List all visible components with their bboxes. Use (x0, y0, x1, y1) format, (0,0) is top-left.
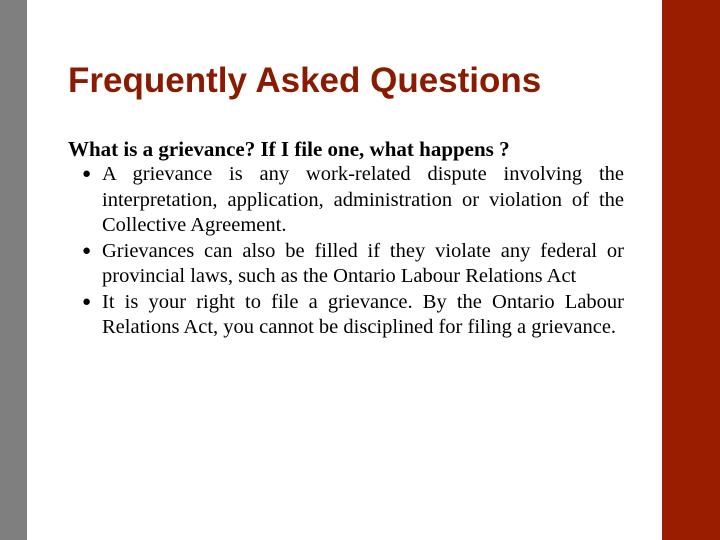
bullet-item (68, 239, 624, 290)
bullet-text: It is your right to file a grievance. By the Ontario Labour Relations Act, you cannot be disciplined for filing a grievance. (102, 290, 624, 338)
answer-bullet-list (68, 162, 624, 341)
slide-content (68, 136, 624, 341)
bullet-text: A grievance is any work-related dispute involving the interpretation, application, administration or violation of the Collective Agreement. (102, 163, 624, 236)
bullet-icon: ● (82, 242, 92, 259)
left-gray-bar (0, 0, 27, 540)
bullet-icon: ● (82, 166, 92, 182)
bullet-item (68, 162, 624, 239)
bullet-icon: ● (82, 293, 92, 310)
bullet-item (68, 290, 624, 341)
slide-title: Frequently Asked Questions (68, 61, 542, 100)
bullet-text: Grievances can also be filled if they violate any federal or provincial laws, such as the Ontario Labour Relations Act (102, 239, 624, 287)
right-red-bar (662, 0, 720, 540)
faq-question: What is a grievance? If I file one, what happens ? (68, 137, 510, 161)
